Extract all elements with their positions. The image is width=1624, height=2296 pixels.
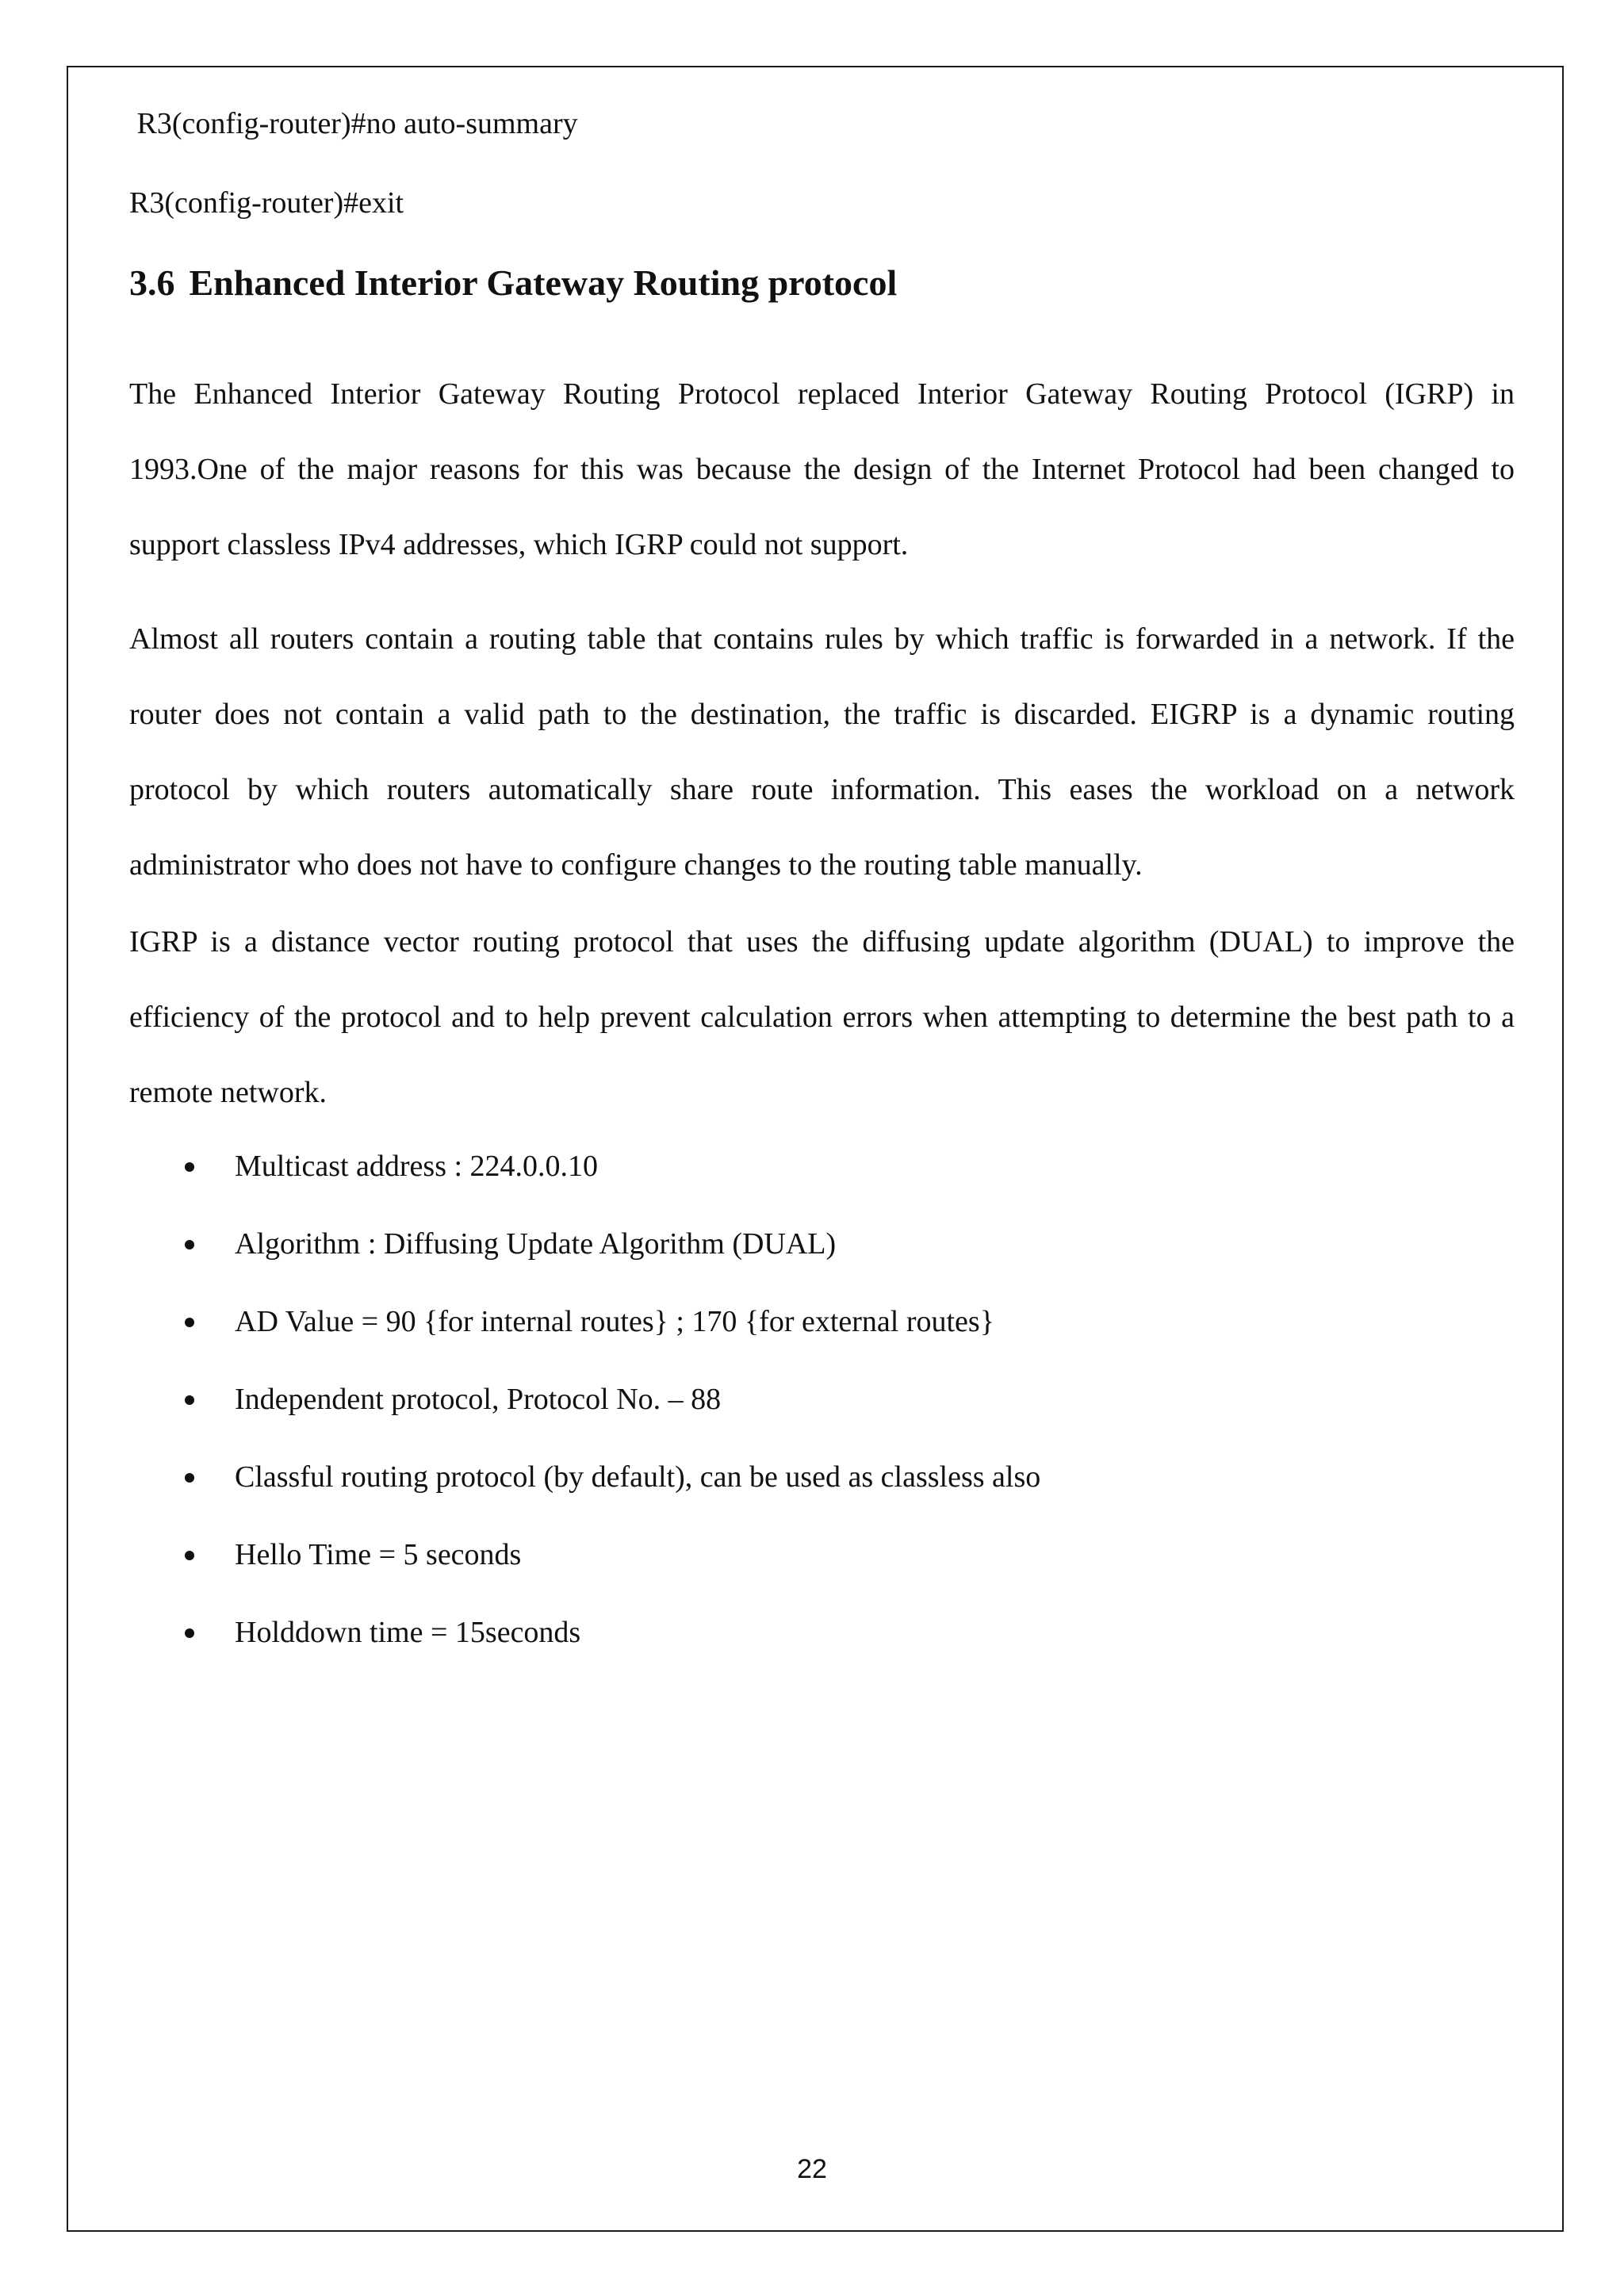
list-item: Independent protocol, Protocol No. – 88 — [185, 1360, 1040, 1438]
section-title: Enhanced Interior Gateway Routing protocol — [189, 262, 898, 303]
list-item: Hello Time = 5 seconds — [185, 1516, 1040, 1594]
list-item: Holddown time = 15seconds — [185, 1594, 1040, 1671]
bullet-icon — [185, 1551, 194, 1560]
list-item: Multicast address : 224.0.0.10 — [185, 1127, 1040, 1205]
list-item: Classful routing protocol (by default), can be used as classless also — [185, 1438, 1040, 1516]
paragraph-routing-table: Almost all routers contain a routing table that contains rules by which traffic is forwarded in a network. If the router does not contain a valid path to the destination, the traffic is discarded. EIGRP is a dynamic routing protocol by which routers automatically share route information. This eases the workload on a network administrator who does not have to configure changes to the routing table manually. — [129, 622, 1515, 882]
section-number: 3.6 — [129, 262, 175, 303]
section-heading — [129, 261, 897, 305]
bullet-icon — [185, 1473, 194, 1483]
bullet-icon — [185, 1628, 194, 1638]
list-item: Algorithm : Diffusing Update Algorithm (DUAL) — [185, 1205, 1040, 1283]
paragraph-eigrp-history: The Enhanced Interior Gateway Routing Protocol replaced Interior Gateway Routing Protocol (IGRP) in 1993.One of the major reasons for this was because the design of the Internet Protocol had been changed to support classless IPv4 addresses, which IGRP could not support. — [129, 377, 1515, 561]
bullet-icon — [185, 1162, 194, 1172]
code-line-exit: R3(config-router)#exit — [129, 186, 404, 220]
code-line-no-auto-summary: R3(config-router)#no auto-summary — [129, 107, 578, 140]
bullet-icon — [185, 1395, 194, 1405]
list-item: AD Value = 90 {for internal routes} ; 170 {for external routes} — [185, 1283, 1040, 1360]
eigrp-feature-list — [185, 1127, 1040, 1671]
bullet-icon — [185, 1240, 194, 1249]
bullet-icon — [185, 1318, 194, 1327]
paragraph-dual: IGRP is a distance vector routing protocol that uses the diffusing update algorithm (DUAL) to improve the efficiency of the protocol and to help prevent calculation errors when attempting to determine the best path to a remote network. — [129, 925, 1515, 1109]
page-number: 22 — [797, 2154, 827, 2184]
